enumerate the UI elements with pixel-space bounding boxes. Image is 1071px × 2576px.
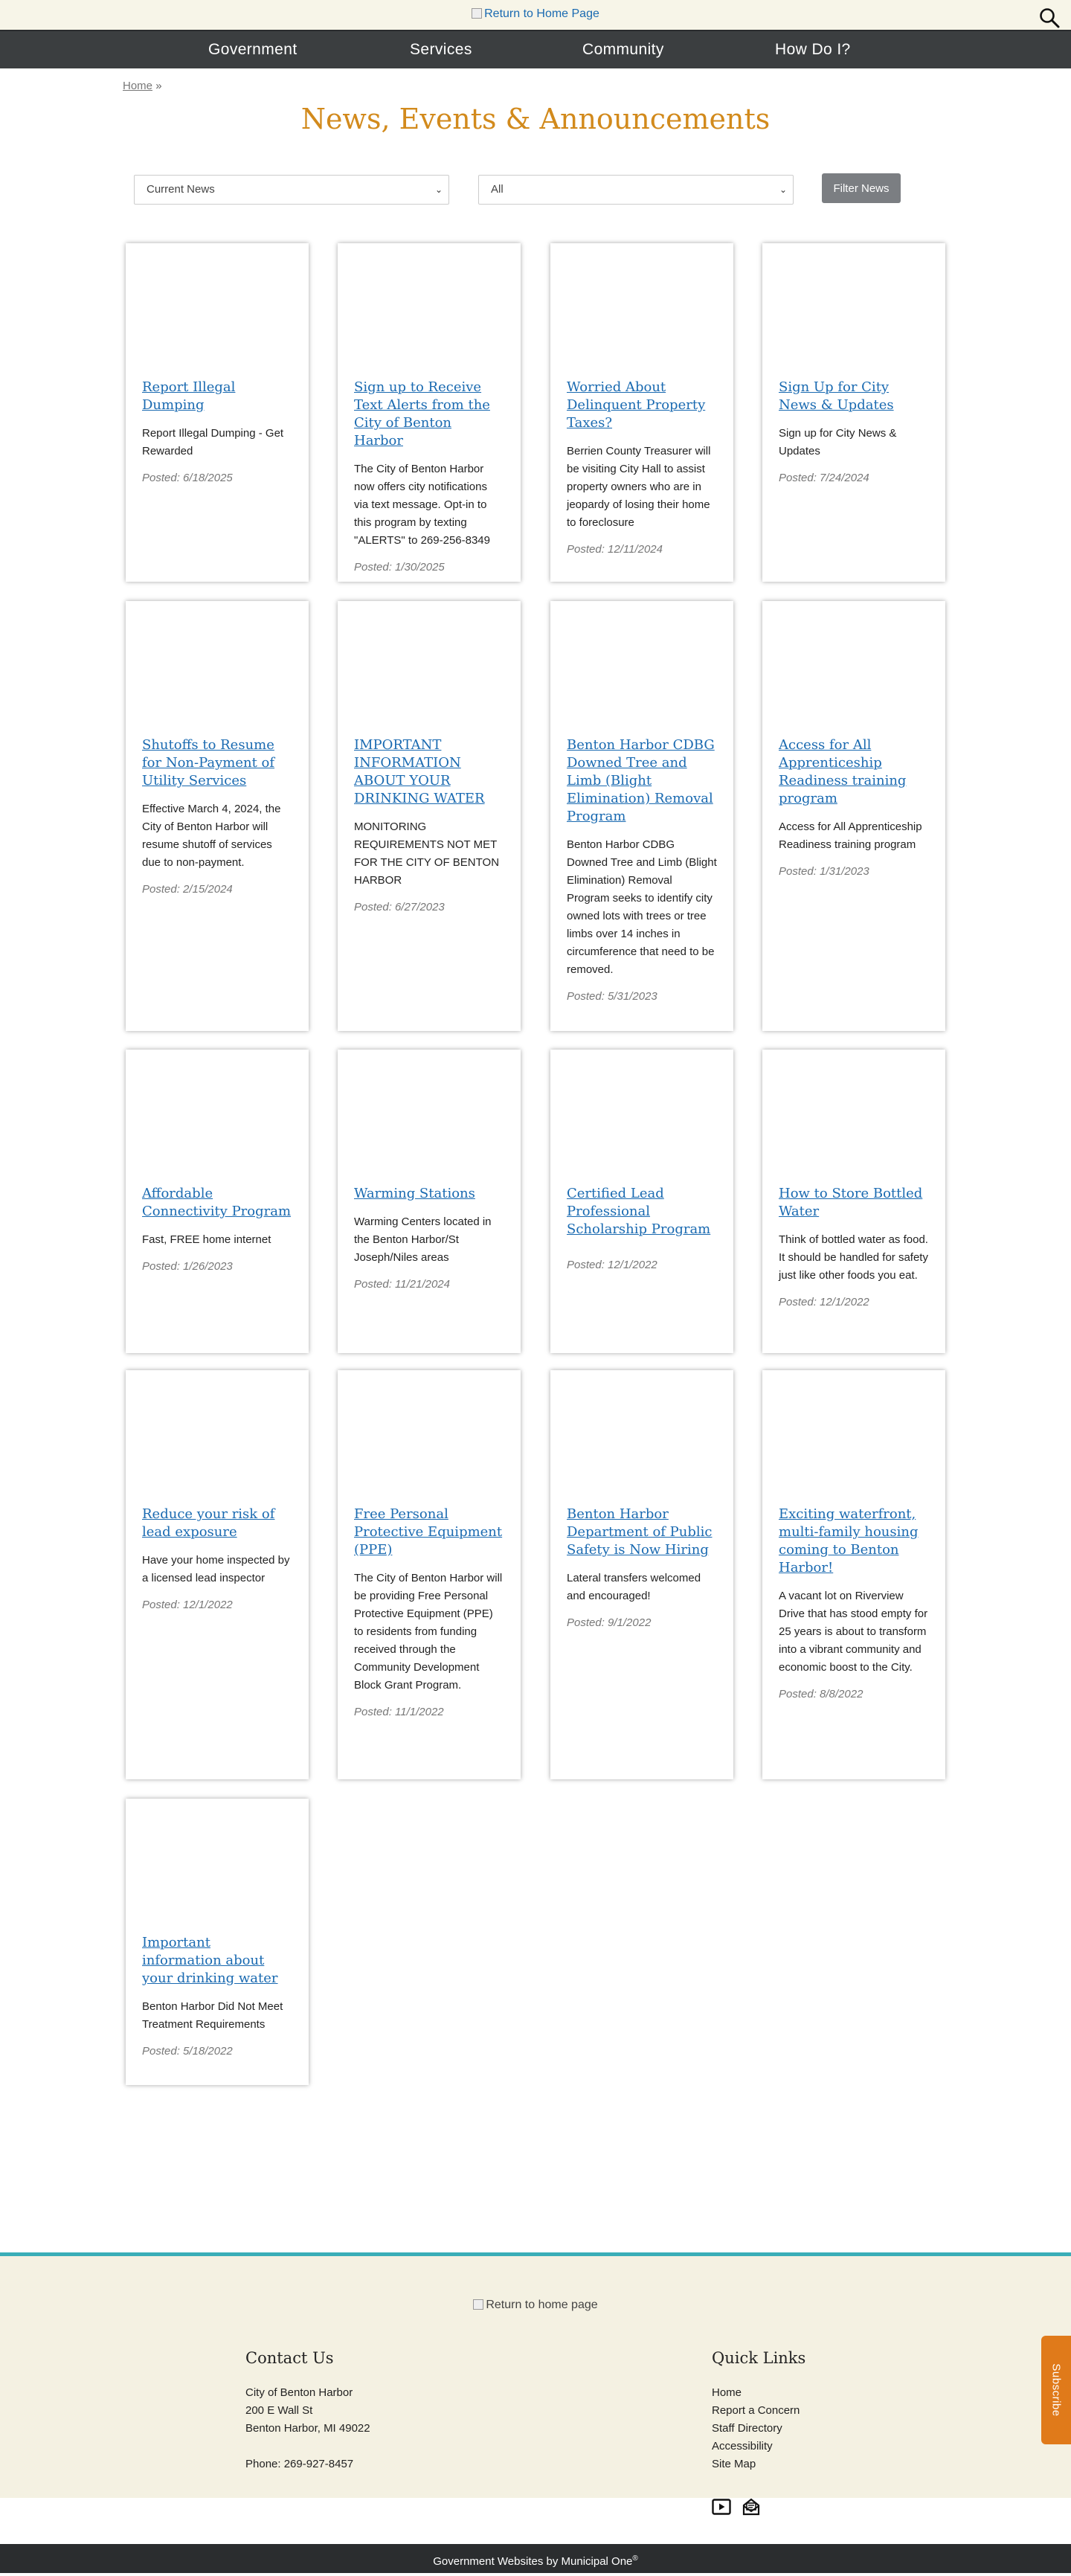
news-card [338, 1050, 521, 1353]
news-card [550, 1370, 733, 1779]
home-logo-alt: Return to Home Page [484, 7, 599, 20]
news-card-posted-date: Posted: 5/31/2023 [567, 990, 657, 1003]
news-subcategory-select[interactable] [478, 175, 794, 205]
news-card-title-link[interactable]: Shutoffs to Resume for Non-Payment of Utility Services [142, 737, 275, 788]
quick-link-accessibility[interactable]: Accessibility [712, 2440, 773, 2453]
news-card-summary: Fast, FREE home internet [142, 1233, 271, 1246]
news-card-posted-date: Posted: 12/1/2022 [142, 1599, 233, 1611]
quick-link-site-map[interactable]: Site Map [712, 2458, 756, 2470]
news-card-title-link[interactable]: Sign Up for City News & Updates [779, 379, 894, 413]
news-card-title-link[interactable]: Warming Stations [354, 1186, 475, 1201]
news-card-summary: Have your home inspected by a licensed lead inspector [142, 1554, 290, 1584]
nav-how-do-i[interactable]: How Do I? [775, 41, 851, 58]
news-card-title-link[interactable]: Reduce your risk of lead exposure [142, 1506, 275, 1540]
top-bar [0, 0, 1071, 30]
nav-community[interactable]: Community [582, 41, 664, 58]
subscribe-tab[interactable] [1041, 2336, 1071, 2444]
footer [0, 2252, 1071, 2498]
filter-news-button[interactable]: Filter News [822, 173, 901, 203]
contact-city: Benton Harbor, MI 49022 [245, 2422, 370, 2435]
news-card-posted-date: Posted: 11/1/2022 [354, 1706, 444, 1718]
news-card-posted-date: Posted: 12/11/2024 [567, 543, 663, 556]
news-card [338, 243, 521, 582]
news-card-title-link[interactable]: Report Illegal Dumping [142, 379, 236, 413]
breadcrumb [123, 80, 162, 92]
search-icon[interactable] [1038, 7, 1061, 29]
quick-link-report-concern[interactable]: Report a Concern [712, 2404, 800, 2417]
news-card [762, 1370, 945, 1779]
news-subcategory-value: All [491, 183, 504, 196]
quick-link-staff-directory[interactable]: Staff Directory [712, 2422, 782, 2435]
news-card-posted-date: Posted: 1/31/2023 [779, 865, 869, 878]
news-card-title-link[interactable]: How to Store Bottled Water [779, 1186, 923, 1219]
nav-services[interactable]: Services [410, 41, 472, 58]
news-card [126, 243, 309, 582]
broken-image-icon [473, 2299, 483, 2310]
news-card-posted-date: Posted: 7/24/2024 [779, 472, 869, 484]
news-card-summary: The City of Benton Harbor will be providing Free Personal Protective Equipment (PPE) to residents from funding received through the Community Development Block Grant Program. [354, 1572, 503, 1692]
news-card-summary: Benton Harbor CDBG Downed Tree and Limb (Blight Elimination) Removal Program seeks to identify city owned lots with trees or tree limbs over 14 inches in circumference that need to be removed. [567, 838, 717, 976]
news-card [762, 243, 945, 582]
news-card-summary: Access for All Apprenticeship Readiness training program [779, 820, 922, 851]
home-logo-link[interactable] [0, 7, 1071, 21]
news-card [338, 601, 521, 1031]
contact-org: City of Benton Harbor [245, 2386, 353, 2399]
broken-image-icon [472, 8, 482, 19]
registered-mark: ® [632, 2554, 638, 2563]
nav-government[interactable]: Government [208, 41, 298, 58]
news-card-posted-date: Posted: 1/30/2025 [354, 561, 445, 574]
news-card-posted-date: Posted: 6/18/2025 [142, 472, 233, 484]
news-card-summary: Lateral transfers welcomed and encouraged! [567, 1572, 701, 1602]
news-card [126, 1050, 309, 1353]
news-card-title-link[interactable]: Access for All Apprenticeship Readiness training program [779, 737, 907, 806]
news-card-summary: A vacant lot on Riverview Drive that has stood empty for 25 years is about to transform into a vibrant community and economic boost to the City. [779, 1590, 928, 1674]
news-card [550, 601, 733, 1031]
news-card [762, 1050, 945, 1353]
quick-link-home[interactable]: Home [712, 2386, 742, 2399]
news-card-title-link[interactable]: Free Personal Protective Equipment (PPE) [354, 1506, 503, 1558]
news-card [338, 1370, 521, 1779]
news-card-title-link[interactable]: Affordable Connectivity Program [142, 1186, 292, 1219]
news-card [126, 601, 309, 1031]
breadcrumb-home-link[interactable]: Home [123, 80, 153, 92]
youtube-icon[interactable] [712, 2497, 731, 2516]
breadcrumb-separator: » [155, 80, 162, 92]
news-card-title-link[interactable]: Benton Harbor Department of Public Safety is Now Hiring [567, 1506, 713, 1558]
contact-heading: Contact Us [245, 2349, 334, 2367]
news-card-title-link[interactable]: Important information about your drinking water [142, 1935, 278, 1986]
chevron-down-icon: ⌄ [434, 184, 443, 195]
news-card-posted-date: Posted: 1/26/2023 [142, 1260, 233, 1273]
news-card-summary: Effective March 4, 2024, the City of Benton Harbor will resume shutoff of services due to non-payment. [142, 803, 281, 869]
news-card-title-link[interactable]: Sign up to Receive Text Alerts from the City of Benton Harbor [354, 379, 490, 449]
news-card-posted-date: Posted: 2/15/2024 [142, 883, 233, 896]
news-card-summary: Sign up for City News & Updates [779, 427, 897, 457]
credit-bar [0, 2544, 1071, 2573]
news-card-summary: Report Illegal Dumping - Get Rewarded [142, 427, 284, 457]
subscribe-label: Subscribe [1049, 2363, 1063, 2417]
news-card-summary: MONITORING REQUIREMENTS NOT MET FOR THE CITY OF BENTON HARBOR [354, 820, 500, 887]
news-card [762, 601, 945, 1031]
chevron-down-icon: ⌄ [779, 184, 787, 195]
contact-street: 200 E Wall St [245, 2404, 313, 2417]
footer-logo-link[interactable] [0, 2299, 1071, 2312]
news-card-title-link[interactable]: Worried About Delinquent Property Taxes? [567, 379, 706, 431]
news-card [550, 243, 733, 582]
news-card-posted-date: Posted: 12/1/2022 [567, 1259, 657, 1271]
news-card-title-link[interactable]: Benton Harbor CDBG Downed Tree and Limb (Blight Elimination) Removal Program [567, 737, 715, 824]
news-category-value: Current News [147, 183, 215, 196]
news-card-summary: Think of bottled water as food. It should be handled for safety just like other foods you eat. [779, 1233, 928, 1282]
news-card-summary: Benton Harbor Did Not Meet Treatment Requirements [142, 2000, 283, 2031]
news-card-summary: Warming Centers located in the Benton Harbor/St Joseph/Niles areas [354, 1215, 492, 1264]
news-card-posted-date: Posted: 8/8/2022 [779, 1688, 863, 1700]
news-card-summary: Berrien County Treasurer will be visiting City Hall to assist property owners who are in jeopardy of losing their home to foreclosure [567, 445, 711, 529]
news-card-posted-date: Posted: 9/1/2022 [567, 1616, 652, 1629]
credit-link[interactable]: Government Websites by Municipal One [433, 2555, 633, 2568]
news-card [126, 1799, 309, 2085]
news-card-posted-date: Posted: 12/1/2022 [779, 1296, 869, 1308]
news-card [550, 1050, 733, 1353]
footer-logo-alt: Return to home page [486, 2299, 598, 2311]
main-nav [0, 30, 1071, 68]
newsletter-icon[interactable] [742, 2497, 761, 2516]
news-card-summary: The City of Benton Harbor now offers city notifications via text message. Opt-in to this program by texting "ALERTS" to 269-256-8349 [354, 463, 490, 547]
news-card-title-link[interactable]: IMPORTANT INFORMATION ABOUT YOUR DRINKING WATER [354, 737, 485, 806]
contact-phone: Phone: 269-927-8457 [245, 2458, 354, 2470]
news-card-posted-date: Posted: 5/18/2022 [142, 2045, 233, 2058]
news-card-title-link[interactable]: Exciting waterfront, multi-family housing coming to Benton Harbor! [779, 1506, 919, 1576]
quick-links-heading: Quick Links [712, 2349, 806, 2367]
news-card-title-link[interactable]: Certified Lead Professional Scholarship Program [567, 1186, 711, 1237]
news-card [126, 1370, 309, 1779]
news-category-select[interactable] [134, 175, 449, 205]
page-title: News, Events & Announcements [300, 103, 771, 135]
news-card-posted-date: Posted: 6/27/2023 [354, 901, 445, 913]
news-card-posted-date: Posted: 11/21/2024 [354, 1278, 450, 1291]
